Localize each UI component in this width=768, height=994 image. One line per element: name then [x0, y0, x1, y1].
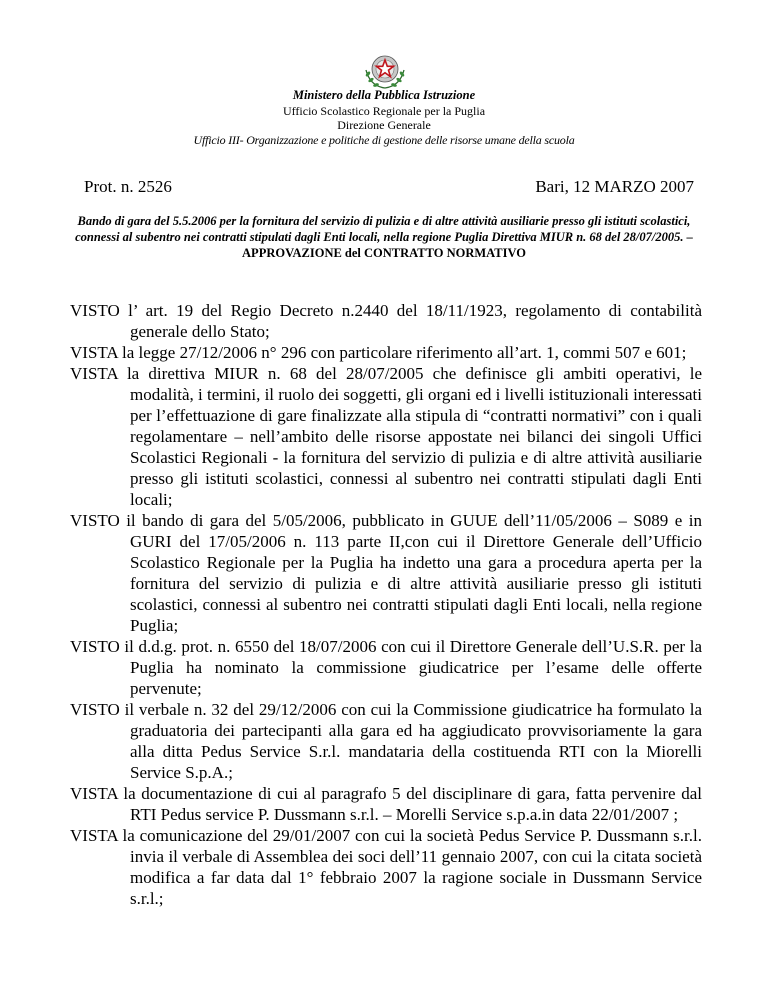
regional-office-name: Ufficio Scolastico Regionale per la Puglia — [282, 104, 486, 118]
ministry-name: Ministero della Pubblica Istruzione — [292, 88, 476, 102]
document-date: Bari, 12 MARZO 2007 — [535, 177, 694, 196]
recital-paragraph: VISTA la direttiva MIUR n. 68 del 28/07/2005 che definisce gli ambiti operativi, le modalità, i termini, il ruolo dei soggetti, gli organi ed i livelli istituzionali interessati per l’effettuazione di gare finalizzate alla stipula di “contratti normativi” con i quali regolamentare – nell’ambito delle risorse appostate nei bilanci dei singoli Uffici Scolastici Regionali - la fornitura del servizio di pulizia e di altre attività ausiliarie presso gli istituti scolastici, connessi al subentro nei contratti stipulati dagli Enti locali; — [70, 364, 702, 509]
recital-paragraph: VISTO il verbale n. 32 del 29/12/2006 con cui la Commissione giudicatrice ha formulato la graduatoria dei partecipanti alla gara ed ha aggiudicato provvisoriamente la gara alla ditta Pedus Service S.r.l. mandataria della costituenda RTI con la Miorelli Service S.p.A.; — [70, 700, 702, 782]
office-name: Ufficio III- Organizzazione e politiche di gestione delle risorse umane della scuola — [193, 133, 575, 147]
recital-paragraph: VISTA la legge 27/12/2006 n° 296 con particolare riferimento all’art. 1, commi 507 e 601; — [70, 343, 687, 362]
recital-paragraph: VISTO il d.d.g. prot. n. 6550 del 18/07/2006 con cui il Direttore Generale dell’U.S.R. per la Puglia ha nominato la commissione giudicatrice per l’esame delle offerte pervenute; — [70, 637, 702, 698]
document-body — [70, 300, 702, 909]
direction-name: Direzione Generale — [337, 118, 431, 132]
italian-republic-emblem — [360, 50, 410, 90]
recital-paragraph: VISTO il bando di gara del 5/05/2006, pubblicato in GUUE dell’11/05/2006 – S089 e in GURI del 17/05/2006 n. 113 parte II,con cui il Direttore Generale dell’Ufficio Scolastico Regionale per la Puglia ha indetto una gara a procedura aperta per la fornitura del servizio di pulizia e di altre attività ausiliarie presso gli istituti scolastici, connessi al subentro nei contratti stipulati dagli Enti locali, nella regione Puglia; — [70, 511, 702, 635]
subject-approval-text: APPROVAZIONE del CONTRATTO NORMATIVO — [242, 246, 526, 260]
recital-paragraph: VISTA la comunicazione del 29/01/2007 con cui la società Pedus Service P. Dussmann s.r.l. invia il verbale di Assemblea dei soci dell’11 gennaio 2007, con cui la citata società modifica a far data dal 1° febbraio 2007 la ragione sociale in Dussmann Service s.r.l.; — [70, 826, 702, 908]
recital-paragraph: VISTO l’ art. 19 del Regio Decreto n.2440 del 18/11/1923, regolamento di contabilità generale dello Stato; — [70, 301, 702, 341]
subject-italic-text: Bando di gara del 5.5.2006 per la fornitura del servizio di pulizia e di altre attività ausiliarie presso gli istituti scolastici, connessi al subentro nei contratti stipulati dagli Enti locali, nella regione Puglia Direttiva MIUR n. 68 del 28/07/2005. – — [75, 214, 693, 244]
document-subject — [70, 213, 698, 261]
protocol-number: Prot. n. 2526 — [84, 177, 172, 196]
recital-paragraph: VISTA la documentazione di cui al paragrafo 5 del disciplinare di gara, fatta pervenire dal RTI Pedus service P. Dussmann s.r.l. – Morelli Service s.p.a.in data 22/01/2007 ; — [70, 784, 702, 824]
